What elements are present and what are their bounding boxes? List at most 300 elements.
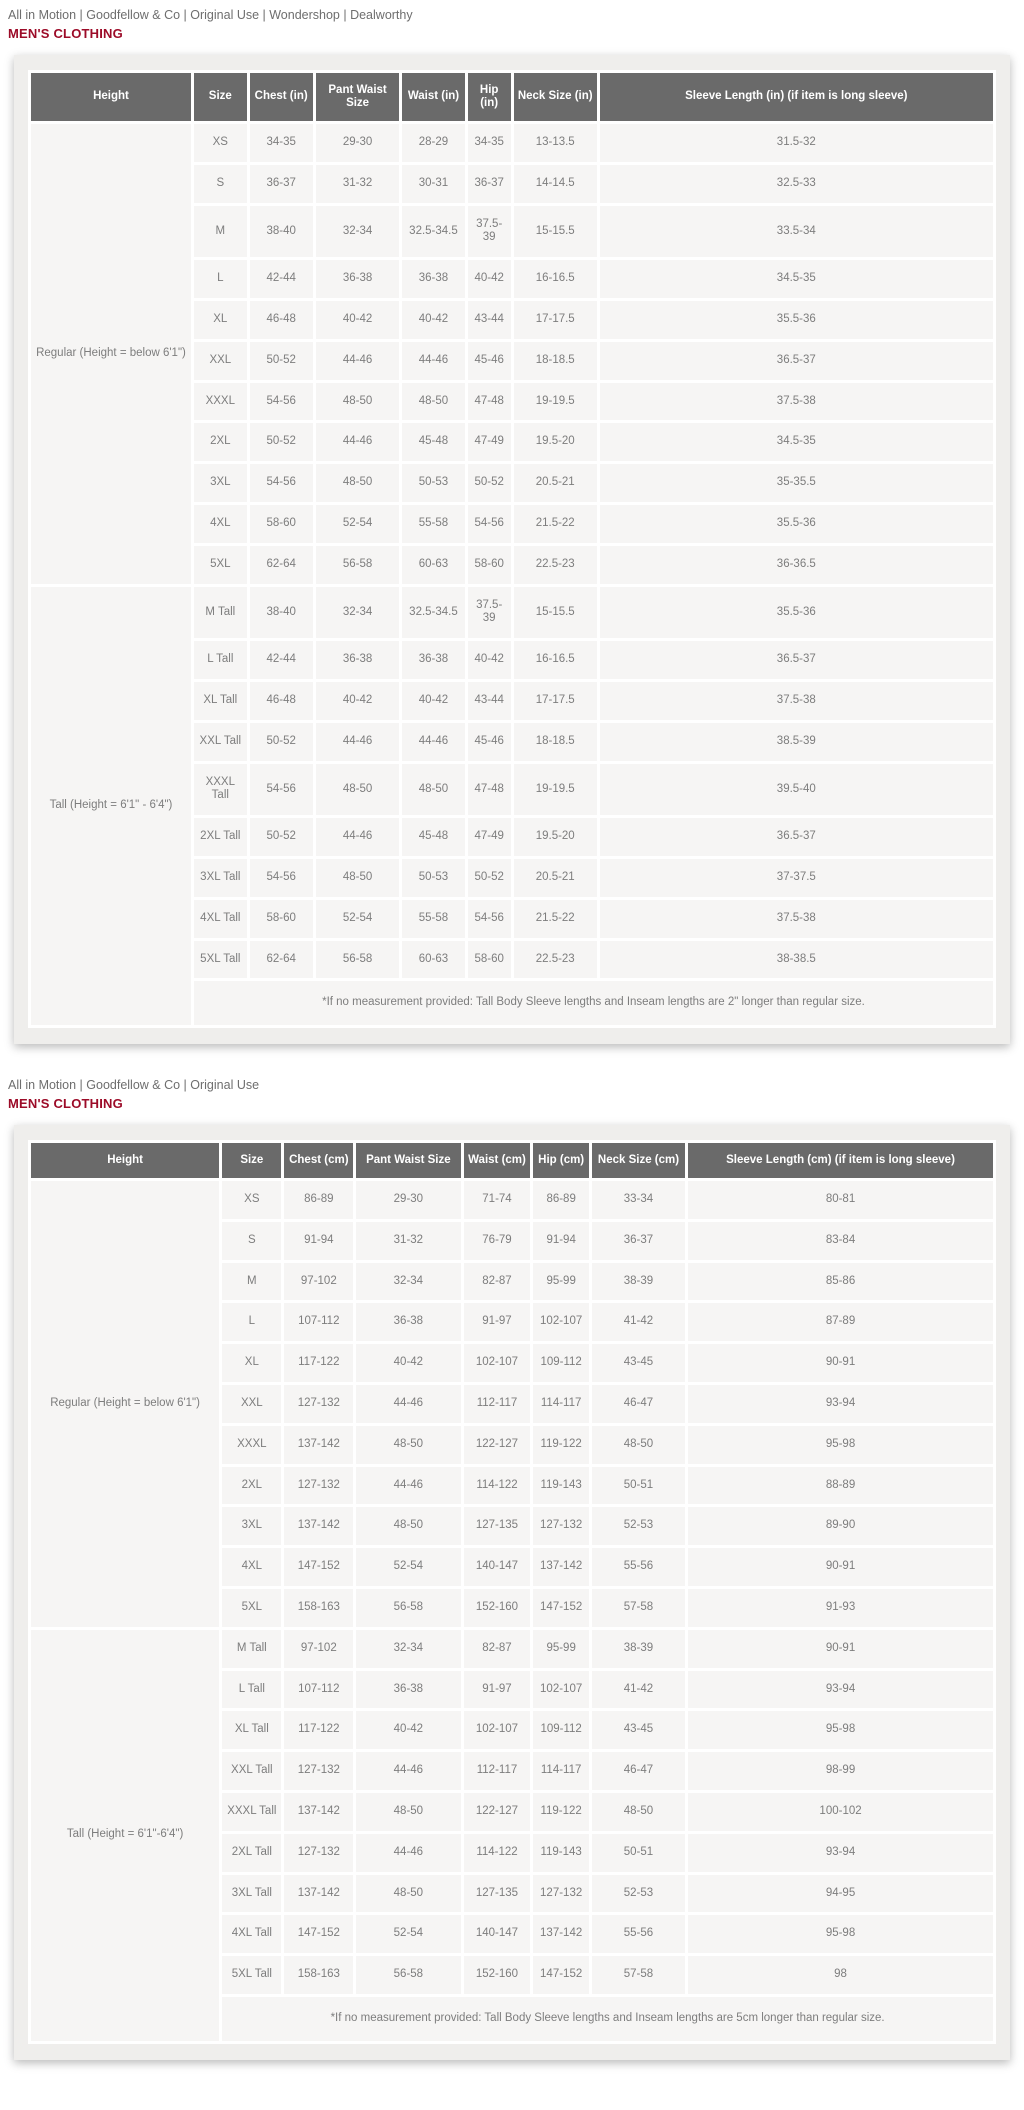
measurement-cell: 117-122 <box>284 1711 353 1749</box>
measurement-cell: 33-34 <box>592 1181 685 1219</box>
measurement-cell: 85-86 <box>688 1263 993 1301</box>
size-cell: 2XL <box>222 1467 281 1505</box>
measurement-cell: 112-117 <box>464 1752 531 1790</box>
measurement-cell: 147-152 <box>533 1589 589 1627</box>
measurement-cell: 95-99 <box>533 1630 589 1668</box>
measurement-cell: 47-49 <box>468 818 511 856</box>
brand-list: All in Motion | Goodfellow & Co | Original Use <box>8 1078 260 1093</box>
measurement-cell: 127-132 <box>284 1467 353 1505</box>
measurement-cell: 44-46 <box>402 342 464 380</box>
measurement-cell: 20.5-21 <box>514 859 597 897</box>
measurement-cell: 90-91 <box>688 1344 993 1382</box>
measurement-cell: 44-46 <box>356 1467 460 1505</box>
size-cell: 2XL Tall <box>194 818 247 856</box>
measurement-cell: 35.5-36 <box>600 505 993 543</box>
measurement-cell: 30-31 <box>402 165 464 203</box>
size-cell: XXL <box>222 1385 281 1423</box>
measurement-cell: 58-60 <box>468 941 511 979</box>
measurement-cell: 45-46 <box>468 342 511 380</box>
measurement-cell: 33.5-34 <box>600 206 993 258</box>
measurement-cell: 54-56 <box>250 859 313 897</box>
size-cell: XL Tall <box>194 682 247 720</box>
measurement-cell: 48-50 <box>592 1426 685 1464</box>
measurement-cell: 60-63 <box>402 941 464 979</box>
measurement-cell: 40-42 <box>468 641 511 679</box>
measurement-cell: 54-56 <box>250 764 313 816</box>
column-header: Pant Waist Size <box>356 1143 460 1178</box>
column-header: Chest (in) <box>250 73 313 121</box>
header-row <box>31 73 993 121</box>
measurement-cell: 29-30 <box>316 124 400 162</box>
measurement-cell: 50-52 <box>250 723 313 761</box>
measurement-cell: 137-142 <box>533 1915 589 1953</box>
measurement-cell: 86-89 <box>533 1181 589 1219</box>
column-header: Pant Waist Size <box>316 73 400 121</box>
measurement-cell: 47-48 <box>468 764 511 816</box>
measurement-cell: 54-56 <box>468 900 511 938</box>
measurement-cell: 28-29 <box>402 124 464 162</box>
measurement-cell: 37.5-38 <box>600 383 993 421</box>
size-cell: XXL <box>194 342 247 380</box>
size-cell: 2XL Tall <box>222 1834 281 1872</box>
column-header: Waist (cm) <box>464 1143 531 1178</box>
size-cell: 5XL Tall <box>194 941 247 979</box>
size-chart-section-inches <box>8 8 1016 1044</box>
measurement-cell: 122-127 <box>464 1793 531 1831</box>
measurement-cell: 147-152 <box>533 1956 589 1994</box>
measurement-cell: 50-52 <box>468 859 511 897</box>
measurement-cell: 60-63 <box>402 546 464 584</box>
measurement-cell: 107-112 <box>284 1671 353 1709</box>
measurement-cell: 35.5-36 <box>600 301 993 339</box>
measurement-cell: 80-81 <box>688 1181 993 1219</box>
measurement-cell: 40-42 <box>356 1711 460 1749</box>
table-row <box>31 587 993 639</box>
measurement-cell: 36-38 <box>402 260 464 298</box>
measurement-cell: 21.5-22 <box>514 505 597 543</box>
measurement-cell: 114-122 <box>464 1467 531 1505</box>
measurement-cell: 36-38 <box>402 641 464 679</box>
column-header: Sleeve Length (cm) (if item is long sleeve) <box>688 1143 993 1178</box>
measurement-cell: 102-107 <box>464 1344 531 1382</box>
measurement-cell: 137-142 <box>284 1507 353 1545</box>
measurement-cell: 114-122 <box>464 1834 531 1872</box>
measurement-cell: 52-53 <box>592 1507 685 1545</box>
column-header: Size <box>222 1143 281 1178</box>
column-header: Neck Size (cm) <box>592 1143 685 1178</box>
size-cell: 3XL Tall <box>194 859 247 897</box>
measurement-cell: 62-64 <box>250 546 313 584</box>
measurement-cell: 46-48 <box>250 682 313 720</box>
measurement-cell: 31-32 <box>356 1222 460 1260</box>
measurement-cell: 43-44 <box>468 301 511 339</box>
size-cell: XXXL Tall <box>222 1793 281 1831</box>
measurement-cell: 58-60 <box>468 546 511 584</box>
measurement-cell: 19-19.5 <box>514 383 597 421</box>
measurement-cell: 100-102 <box>688 1793 993 1831</box>
measurement-cell: 158-163 <box>284 1589 353 1627</box>
size-cell: S <box>194 165 247 203</box>
measurement-cell: 45-48 <box>402 818 464 856</box>
measurement-cell: 19.5-20 <box>514 818 597 856</box>
measurement-cell: 38.5-39 <box>600 723 993 761</box>
size-cell: 4XL <box>194 505 247 543</box>
column-header: Hip (in) <box>468 73 511 121</box>
footnote: *If no measurement provided: Tall Body Sleeve lengths and Inseam lengths are 5cm longer than regular size. <box>222 1997 993 2041</box>
measurement-cell: 50-52 <box>250 342 313 380</box>
measurement-cell: 48-50 <box>356 1507 460 1545</box>
measurement-cell: 36.5-37 <box>600 641 993 679</box>
size-cell: 5XL Tall <box>222 1956 281 1994</box>
measurement-cell: 29-30 <box>356 1181 460 1219</box>
measurement-cell: 119-122 <box>533 1426 589 1464</box>
measurement-cell: 152-160 <box>464 1956 531 1994</box>
measurement-cell: 147-152 <box>284 1915 353 1953</box>
height-group-cell: Tall (Height = 6'1" - 6'4") <box>31 587 191 1026</box>
measurement-cell: 140-147 <box>464 1915 531 1953</box>
measurement-cell: 44-46 <box>402 723 464 761</box>
measurement-cell: 93-94 <box>688 1834 993 1872</box>
measurement-cell: 127-132 <box>284 1752 353 1790</box>
column-header: Hip (cm) <box>533 1143 589 1178</box>
measurement-cell: 76-79 <box>464 1222 531 1260</box>
size-cell: 2XL <box>194 423 247 461</box>
measurement-cell: 32-34 <box>316 206 400 258</box>
measurement-cell: 34-35 <box>468 124 511 162</box>
measurement-cell: 137-142 <box>284 1793 353 1831</box>
measurement-cell: 32.5-34.5 <box>402 587 464 639</box>
measurement-cell: 43-44 <box>468 682 511 720</box>
measurement-cell: 19-19.5 <box>514 764 597 816</box>
measurement-cell: 52-54 <box>316 900 400 938</box>
size-cell: L <box>222 1303 281 1341</box>
measurement-cell: 87-89 <box>688 1303 993 1341</box>
measurement-cell: 98-99 <box>688 1752 993 1790</box>
size-cell: 4XL Tall <box>222 1915 281 1953</box>
measurement-cell: 52-54 <box>356 1548 460 1586</box>
measurement-cell: 48-50 <box>402 764 464 816</box>
measurement-cell: 50-52 <box>468 464 511 502</box>
measurement-cell: 15-15.5 <box>514 206 597 258</box>
measurement-cell: 109-112 <box>533 1711 589 1749</box>
measurement-cell: 89-90 <box>688 1507 993 1545</box>
measurement-cell: 32.5-33 <box>600 165 993 203</box>
column-header: Chest (cm) <box>284 1143 353 1178</box>
brand-list: All in Motion | Goodfellow & Co | Original Use | Wondershop | Dealworthy <box>8 8 413 22</box>
measurement-cell: 137-142 <box>284 1426 353 1464</box>
measurement-cell: 34-35 <box>250 124 313 162</box>
measurement-cell: 44-46 <box>316 723 400 761</box>
measurement-cell: 62-64 <box>250 941 313 979</box>
measurement-cell: 93-94 <box>688 1671 993 1709</box>
measurement-cell: 44-46 <box>356 1385 460 1423</box>
measurement-cell: 95-98 <box>688 1915 993 1953</box>
measurement-cell: 47-48 <box>468 383 511 421</box>
category-title: MEN'S CLOTHING <box>8 25 123 41</box>
size-chart-table-inches <box>28 70 996 1029</box>
measurement-cell: 56-58 <box>356 1589 460 1627</box>
measurement-cell: 55-58 <box>402 900 464 938</box>
measurement-cell: 36-37 <box>592 1222 685 1260</box>
measurement-cell: 38-39 <box>592 1630 685 1668</box>
measurement-cell: 114-117 <box>533 1385 589 1423</box>
measurement-cell: 50-52 <box>250 818 313 856</box>
measurement-cell: 107-112 <box>284 1303 353 1341</box>
measurement-cell: 34.5-35 <box>600 423 993 461</box>
height-group-cell: Regular (Height = below 6'1") <box>31 124 191 584</box>
size-cell: XS <box>222 1181 281 1219</box>
size-cell: 5XL <box>194 546 247 584</box>
measurement-cell: 102-107 <box>533 1303 589 1341</box>
measurement-cell: 36-38 <box>316 260 400 298</box>
measurement-cell: 112-117 <box>464 1385 531 1423</box>
measurement-cell: 32-34 <box>316 587 400 639</box>
measurement-cell: 40-42 <box>356 1344 460 1382</box>
measurement-cell: 21.5-22 <box>514 900 597 938</box>
measurement-cell: 44-46 <box>316 818 400 856</box>
measurement-cell: 44-46 <box>316 423 400 461</box>
measurement-cell: 16-16.5 <box>514 641 597 679</box>
measurement-cell: 48-50 <box>356 1793 460 1831</box>
measurement-cell: 97-102 <box>284 1263 353 1301</box>
measurement-cell: 147-152 <box>284 1548 353 1586</box>
size-cell: XL Tall <box>222 1711 281 1749</box>
measurement-cell: 14-14.5 <box>514 165 597 203</box>
measurement-cell: 119-143 <box>533 1467 589 1505</box>
measurement-cell: 56-58 <box>316 941 400 979</box>
measurement-cell: 88-89 <box>688 1467 993 1505</box>
size-cell: XL <box>222 1344 281 1382</box>
table-row <box>31 1181 993 1219</box>
measurement-cell: 127-132 <box>533 1875 589 1913</box>
measurement-cell: 127-135 <box>464 1507 531 1545</box>
measurement-cell: 52-53 <box>592 1875 685 1913</box>
column-header: Height <box>31 1143 219 1178</box>
measurement-cell: 16-16.5 <box>514 260 597 298</box>
measurement-cell: 17-17.5 <box>514 682 597 720</box>
measurement-cell: 37.5-39 <box>468 587 511 639</box>
measurement-cell: 40-42 <box>316 301 400 339</box>
measurement-cell: 95-98 <box>688 1711 993 1749</box>
measurement-cell: 50-51 <box>592 1467 685 1505</box>
measurement-cell: 44-46 <box>356 1834 460 1872</box>
measurement-cell: 20.5-21 <box>514 464 597 502</box>
measurement-cell: 56-58 <box>356 1956 460 1994</box>
size-chart-section-cm <box>8 1078 1016 2060</box>
measurement-cell: 48-50 <box>316 464 400 502</box>
table-row <box>31 124 993 162</box>
column-header: Height <box>31 73 191 121</box>
measurement-cell: 36.5-37 <box>600 818 993 856</box>
height-group-cell: Tall (Height = 6'1"-6'4") <box>31 1630 219 2041</box>
size-cell: L Tall <box>194 641 247 679</box>
measurement-cell: 39.5-40 <box>600 764 993 816</box>
measurement-cell: 36-38 <box>356 1303 460 1341</box>
table-row <box>31 1630 993 1668</box>
measurement-cell: 40-42 <box>468 260 511 298</box>
measurement-cell: 54-56 <box>468 505 511 543</box>
measurement-cell: 93-94 <box>688 1385 993 1423</box>
measurement-cell: 35.5-36 <box>600 587 993 639</box>
measurement-cell: 114-117 <box>533 1752 589 1790</box>
measurement-cell: 54-56 <box>250 383 313 421</box>
measurement-cell: 38-38.5 <box>600 941 993 979</box>
measurement-cell: 13-13.5 <box>514 124 597 162</box>
size-chart-panel-inches <box>14 55 1010 1045</box>
size-cell: M Tall <box>222 1630 281 1668</box>
measurement-cell: 102-107 <box>464 1711 531 1749</box>
measurement-cell: 38-40 <box>250 206 313 258</box>
size-cell: M Tall <box>194 587 247 639</box>
measurement-cell: 58-60 <box>250 900 313 938</box>
measurement-cell: 152-160 <box>464 1589 531 1627</box>
measurement-cell: 44-46 <box>356 1752 460 1790</box>
measurement-cell: 91-97 <box>464 1303 531 1341</box>
measurement-cell: 158-163 <box>284 1956 353 1994</box>
measurement-cell: 46-48 <box>250 301 313 339</box>
size-cell: XS <box>194 124 247 162</box>
measurement-cell: 56-58 <box>316 546 400 584</box>
measurement-cell: 32-34 <box>356 1630 460 1668</box>
measurement-cell: 32-34 <box>356 1263 460 1301</box>
measurement-cell: 42-44 <box>250 641 313 679</box>
size-cell: XXXL Tall <box>194 764 247 816</box>
measurement-cell: 90-91 <box>688 1630 993 1668</box>
measurement-cell: 52-54 <box>356 1915 460 1953</box>
measurement-cell: 40-42 <box>316 682 400 720</box>
category-title: MEN'S CLOTHING <box>8 1095 123 1111</box>
measurement-cell: 38-39 <box>592 1263 685 1301</box>
measurement-cell: 91-97 <box>464 1671 531 1709</box>
measurement-cell: 97-102 <box>284 1630 353 1668</box>
measurement-cell: 54-56 <box>250 464 313 502</box>
measurement-cell: 46-47 <box>592 1385 685 1423</box>
measurement-cell: 122-127 <box>464 1426 531 1464</box>
measurement-cell: 36.5-37 <box>600 342 993 380</box>
measurement-cell: 50-51 <box>592 1834 685 1872</box>
header-row <box>31 1143 993 1178</box>
size-cell: XXXL <box>222 1426 281 1464</box>
measurement-cell: 50-53 <box>402 859 464 897</box>
size-cell: 3XL <box>222 1507 281 1545</box>
measurement-cell: 48-50 <box>316 764 400 816</box>
measurement-cell: 95-99 <box>533 1263 589 1301</box>
measurement-cell: 109-112 <box>533 1344 589 1382</box>
measurement-cell: 117-122 <box>284 1344 353 1382</box>
measurement-cell: 46-47 <box>592 1752 685 1790</box>
measurement-cell: 94-95 <box>688 1875 993 1913</box>
measurement-cell: 57-58 <box>592 1589 685 1627</box>
size-cell: 5XL <box>222 1589 281 1627</box>
measurement-cell: 137-142 <box>284 1875 353 1913</box>
measurement-cell: 36-38 <box>316 641 400 679</box>
measurement-cell: 36-37 <box>250 165 313 203</box>
measurement-cell: 36-37 <box>468 165 511 203</box>
measurement-cell: 82-87 <box>464 1630 531 1668</box>
measurement-cell: 55-56 <box>592 1915 685 1953</box>
measurement-cell: 41-42 <box>592 1303 685 1341</box>
measurement-cell: 58-60 <box>250 505 313 543</box>
size-chart-table-cm <box>28 1140 996 2044</box>
measurement-cell: 98 <box>688 1956 993 1994</box>
measurement-cell: 50-52 <box>250 423 313 461</box>
measurement-cell: 42-44 <box>250 260 313 298</box>
size-cell: L Tall <box>222 1671 281 1709</box>
size-cell: XL <box>194 301 247 339</box>
measurement-cell: 71-74 <box>464 1181 531 1219</box>
measurement-cell: 55-56 <box>592 1548 685 1586</box>
measurement-cell: 18-18.5 <box>514 342 597 380</box>
size-cell: M <box>194 206 247 258</box>
measurement-cell: 22.5-23 <box>514 941 597 979</box>
measurement-cell: 31.5-32 <box>600 124 993 162</box>
measurement-cell: 18-18.5 <box>514 723 597 761</box>
size-cell: 4XL Tall <box>194 900 247 938</box>
measurement-cell: 43-45 <box>592 1344 685 1382</box>
column-header: Size <box>194 73 247 121</box>
measurement-cell: 19.5-20 <box>514 423 597 461</box>
measurement-cell: 48-50 <box>356 1426 460 1464</box>
measurement-cell: 17-17.5 <box>514 301 597 339</box>
size-cell: L <box>194 260 247 298</box>
measurement-cell: 102-107 <box>533 1671 589 1709</box>
size-cell: XXL Tall <box>194 723 247 761</box>
measurement-cell: 40-42 <box>402 301 464 339</box>
measurement-cell: 48-50 <box>592 1793 685 1831</box>
measurement-cell: 22.5-23 <box>514 546 597 584</box>
measurement-cell: 137-142 <box>533 1548 589 1586</box>
size-cell: XXL Tall <box>222 1752 281 1790</box>
measurement-cell: 57-58 <box>592 1956 685 1994</box>
measurement-cell: 48-50 <box>316 383 400 421</box>
measurement-cell: 83-84 <box>688 1222 993 1260</box>
measurement-cell: 91-94 <box>284 1222 353 1260</box>
measurement-cell: 52-54 <box>316 505 400 543</box>
measurement-cell: 43-45 <box>592 1711 685 1749</box>
measurement-cell: 127-135 <box>464 1875 531 1913</box>
measurement-cell: 140-147 <box>464 1548 531 1586</box>
measurement-cell: 95-98 <box>688 1426 993 1464</box>
measurement-cell: 91-94 <box>533 1222 589 1260</box>
measurement-cell: 86-89 <box>284 1181 353 1219</box>
column-header: Neck Size (in) <box>514 73 597 121</box>
measurement-cell: 37.5-38 <box>600 682 993 720</box>
column-header: Sleeve Length (in) (if item is long sleeve) <box>600 73 993 121</box>
measurement-cell: 48-50 <box>316 859 400 897</box>
size-cell: XXXL <box>194 383 247 421</box>
size-cell: S <box>222 1222 281 1260</box>
column-header: Waist (in) <box>402 73 464 121</box>
measurement-cell: 41-42 <box>592 1671 685 1709</box>
measurement-cell: 48-50 <box>356 1875 460 1913</box>
measurement-cell: 35-35.5 <box>600 464 993 502</box>
measurement-cell: 91-93 <box>688 1589 993 1627</box>
footnote: *If no measurement provided: Tall Body Sleeve lengths and Inseam lengths are 2" longer than regular size. <box>194 981 993 1025</box>
measurement-cell: 50-53 <box>402 464 464 502</box>
height-group-cell: Regular (Height = below 6'1") <box>31 1181 219 1627</box>
measurement-cell: 47-49 <box>468 423 511 461</box>
measurement-cell: 38-40 <box>250 587 313 639</box>
measurement-cell: 82-87 <box>464 1263 531 1301</box>
measurement-cell: 37.5-39 <box>468 206 511 258</box>
size-cell: 3XL <box>194 464 247 502</box>
measurement-cell: 55-58 <box>402 505 464 543</box>
measurement-cell: 45-48 <box>402 423 464 461</box>
measurement-cell: 45-46 <box>468 723 511 761</box>
measurement-cell: 15-15.5 <box>514 587 597 639</box>
size-chart-panel-cm <box>14 1125 1010 2060</box>
measurement-cell: 90-91 <box>688 1548 993 1586</box>
